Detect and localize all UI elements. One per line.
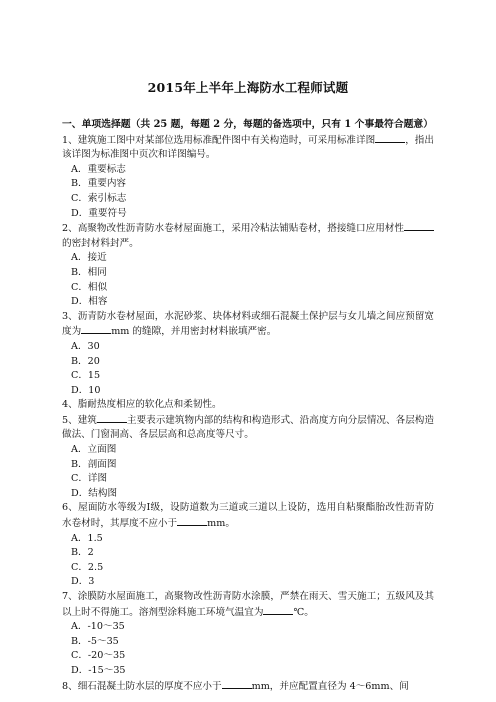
- exam-content: [62, 118, 434, 694]
- option-item: D．结构图: [71, 487, 118, 499]
- option-item: A．重要标志: [71, 163, 126, 175]
- question-stem: [62, 221, 434, 251]
- answer-blank: [404, 221, 434, 231]
- question-text: 8、细石混凝土防水层的厚度不应小于: [62, 680, 222, 692]
- question-stem: [62, 413, 434, 443]
- option-list: [62, 340, 434, 398]
- option-item: D．重要符号: [71, 207, 127, 219]
- answer-blank: [222, 679, 252, 689]
- question-item: [62, 679, 434, 695]
- section-heading: 一、单项选择题（共 25 题，每题 2 分，每题的备选项中，只有 1 个事最符合题意）: [62, 119, 434, 130]
- question-item: [62, 398, 434, 413]
- question-item: [62, 413, 434, 502]
- option-item: A．立面图: [71, 444, 117, 456]
- option-item: C．2.5: [71, 561, 104, 573]
- option-item: A．1.5: [71, 532, 103, 544]
- option-list: [62, 251, 434, 309]
- option-list: [62, 163, 434, 221]
- question-list: [62, 133, 434, 695]
- option-item: C．相似: [71, 281, 108, 293]
- option-item: C．15: [71, 370, 101, 382]
- question-stem: [62, 679, 434, 695]
- question-text: 4、脂耐热度相应的软化点和柔韧性。: [62, 399, 222, 411]
- question-stem: [62, 398, 434, 413]
- question-stem: [62, 133, 434, 163]
- question-text-cont: mm。: [207, 518, 235, 530]
- question-text-cont: mm，并应配置直径为 4～6mm、间: [251, 680, 409, 692]
- question-text: 7、涂膜防水屋面施工，高聚物改性沥青防水涂膜，严禁在雨天、雪天施工；五级风及其以上时不得施工。溶剂型涂料施工环境气温宜为: [62, 591, 434, 618]
- question-stem: [62, 501, 434, 531]
- question-item: [62, 310, 434, 399]
- question-item: [62, 590, 434, 679]
- question-text: 3、沥青防水卷材屋面，水泥砂浆、块体材料或细石混凝土保护层与女儿墙之间应预留宽度为: [62, 310, 434, 338]
- question-text: 1、建筑施工图中对某部位选用标准配件图中有关构造时，可采用标准详图: [62, 134, 376, 146]
- question-text-cont: ℃。: [293, 606, 314, 618]
- answer-blank: [263, 605, 293, 615]
- option-item: B．剖面图: [71, 458, 117, 470]
- question-text-cont: 主要表示建筑物内部的结构和构造形式、沿高度方向分层情况、各层构造做法、门窗洞高、各层层高和总高度等尺寸。: [62, 414, 435, 441]
- option-list: [62, 532, 434, 590]
- option-item: C．-20～35: [71, 650, 126, 662]
- answer-blank: [375, 133, 405, 143]
- option-item: A．-10～35: [71, 621, 125, 633]
- option-item: D．10: [71, 384, 101, 396]
- option-item: B．相同: [71, 266, 107, 278]
- question-stem: [62, 310, 434, 340]
- option-item: C．详图: [71, 473, 108, 485]
- option-item: D．-15～35: [71, 664, 126, 676]
- answer-blank: [81, 324, 111, 334]
- answer-blank: [97, 413, 127, 423]
- question-item: [62, 221, 434, 310]
- question-text: 2、高聚物改性沥青防水卷材屋面施工，采用冷粘法铺贴卷材，搭接缝口应用材性: [62, 223, 404, 235]
- answer-blank: [177, 516, 207, 526]
- question-text-cont: ，指出该详图为标准图中页次和详图编号。: [62, 134, 434, 161]
- question-text-cont: 的密封材料封严。: [62, 237, 139, 249]
- question-text: 6、屋面防水等级为Ⅰ级，设防道数为三道或三道以上设防，选用自粘聚酯胎改性沥青防水卷材时，其厚度不应小于: [62, 502, 434, 530]
- option-item: B．2: [71, 547, 94, 559]
- option-item: A．接近: [71, 252, 107, 264]
- option-item: A．30: [71, 340, 100, 352]
- question-item: [62, 133, 434, 222]
- option-list: [62, 443, 434, 501]
- option-item: D．3: [71, 576, 95, 588]
- question-text: 5、建筑: [62, 414, 97, 426]
- option-item: D．相容: [71, 296, 108, 308]
- option-list: [62, 620, 434, 678]
- question-item: [62, 501, 434, 590]
- page-title: 2015年上半年上海防水工程师试题: [147, 80, 349, 95]
- option-item: B．重要内容: [71, 178, 127, 190]
- question-text-cont: mm 的缝隙，并用密封材料嵌填严密。: [111, 326, 277, 338]
- question-stem: [62, 590, 434, 620]
- option-item: B．20: [71, 355, 100, 367]
- option-item: C．索引标志: [71, 192, 127, 204]
- option-item: B．-5～35: [71, 635, 119, 647]
